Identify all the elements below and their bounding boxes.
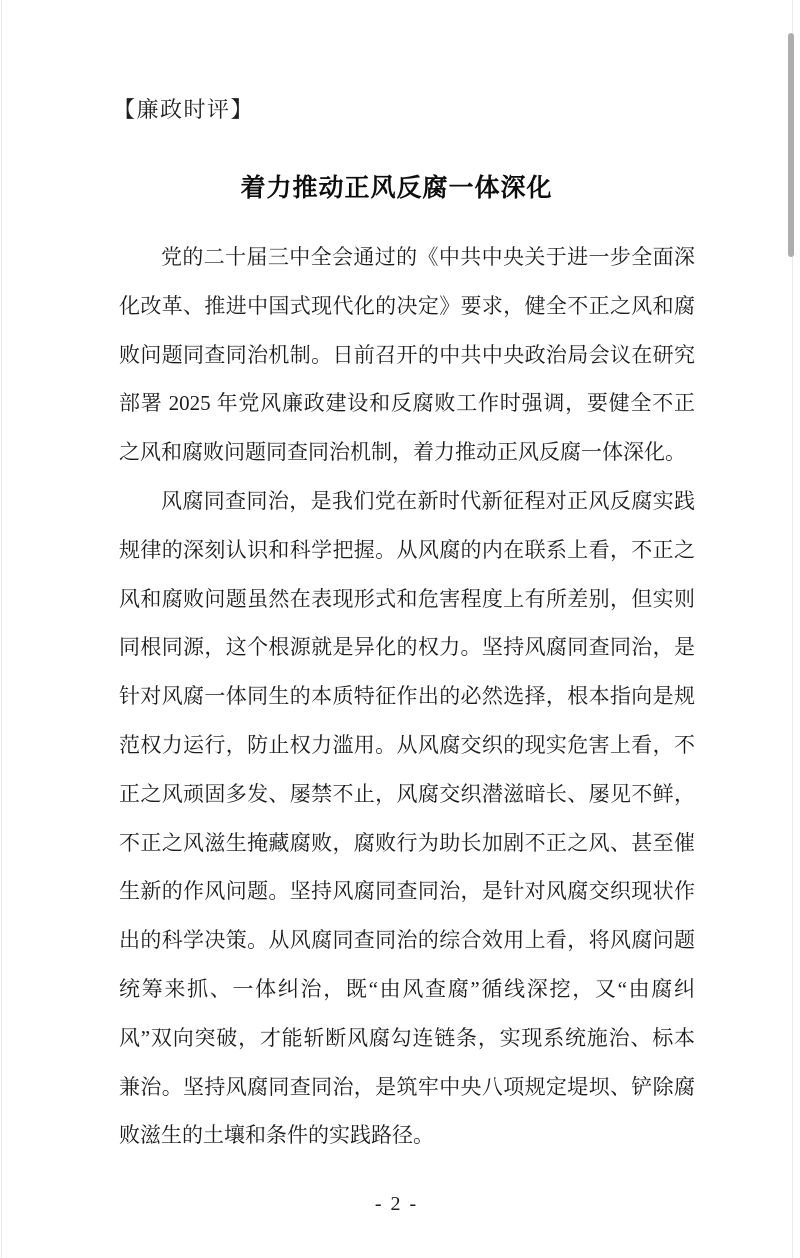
document-title: 着力推动正风反腐一体深化 (240, 174, 553, 202)
scrollbar-track[interactable] (786, 0, 800, 1258)
scrollbar-thumb[interactable] (788, 33, 794, 257)
page-number: - 2 - (374, 1193, 419, 1215)
column-tag: 【廉政时评】 (113, 97, 255, 122)
paragraph-2: 风腐同查同治，是我们党在新时代新征程对正风反腐实践规律的深刻认识和科学把握。从风腐的内在联系上看，不正之风和腐败问题虽然在表现形式和危害程度上有所差别，但实则同根同源，这个根源就是异化的权力。坚持风腐同查同治，是针对风腐一体同生的本质特征作出的必然选择，根本指向是规范权力运行，防止权力滥用。从风腐交织的现实危害上看，不正之风顽固多发、屡禁不止，风腐交织潜滋暗长、屡见不鲜，不正之风滋生掩藏腐败，腐败行为助长加剧不正之风、甚至催生新的作风问题。坚持风腐同查同治，是针对风腐交织现状作出的科学决策。从风腐同查同治的综合效用上看，将风腐问题统筹来抓、一体纠治，既“由风查腐”循线深挖，又“由腐纠风”双向突破，才能斩断风腐勾连链条，实现系统施治、标本兼治。坚持风腐同查同治，是筑牢中央八项规定堤坝、铲除腐败滋生的土壤和条件的实践路径。 (119, 488, 695, 1148)
document-body (119, 233, 695, 1160)
paragraph-1: 党的二十届三中全会通过的《中共中央关于进一步全面深化改革、推进中国式现代化的决定》要求，健全不正之风和腐败问题同查同治机制。日前召开的中共中央政治局会议在研究部署 2025 年党风廉政建设和反腐败工作时强调，要健全不正之风和腐败问题同查同治机制，着力推动正风反腐一体深化。 (119, 245, 695, 465)
